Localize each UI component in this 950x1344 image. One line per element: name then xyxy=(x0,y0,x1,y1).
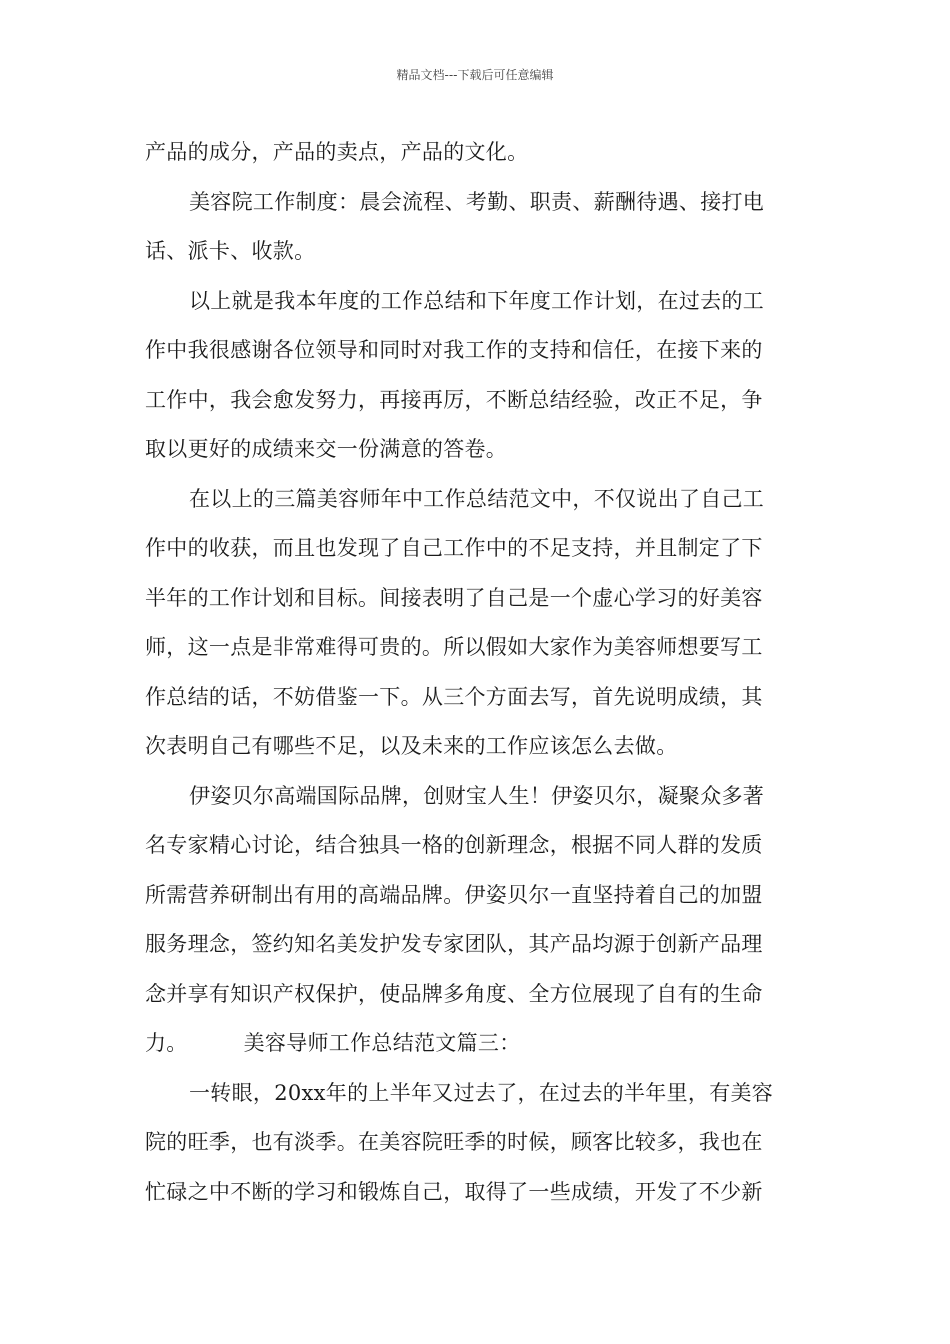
text-line: 作中我很感谢各位领导和同时对我工作的支持和信任，在接下来的 xyxy=(145,338,763,362)
text-line: 取以更好的成绩来交一份满意的答卷。 xyxy=(145,437,508,461)
text-fragment: 力。 xyxy=(145,1031,188,1055)
text-line: 美容院工作制度：晨会流程、考勤、职责、薪酬待遇、接打电 xyxy=(189,189,765,214)
text-line: 次表明自己有哪些不足，以及未来的工作应该怎么去做。 xyxy=(145,734,678,758)
text-line: 师，这一点是非常难得可贵的。所以假如大家作为美容师想要写工 xyxy=(145,635,763,659)
text-line: 忙碌之中不断的学习和锻炼自己，取得了一些成绩，开发了不少新 xyxy=(145,1179,763,1204)
text-line: 话、派卡、收款。 xyxy=(145,239,316,263)
section-heading: 美容导师工作总结范文篇三： xyxy=(243,1031,521,1055)
text-line: 念并享有知识产权保护，使品牌多角度、全方位展现了自有的生命 xyxy=(145,981,763,1006)
text-line: 以上就是我本年度的工作总结和下年度工作计划，在过去的工 xyxy=(189,288,765,313)
text-line: 作总结的话，不妨借鉴一下。从三个方面去写，首先说明成绩，其 xyxy=(145,684,763,709)
text-line: 院的旺季，也有淡季。在美容院旺季的时候，顾客比较多，我也在 xyxy=(145,1130,763,1154)
text-line: 一转眼，20xx年的上半年又过去了，在过去的半年里，有美容 xyxy=(189,1080,774,1105)
document-body xyxy=(145,128,807,1217)
text-line: 名专家精心讨论，结合独具一格的创新理念，根据不同人群的发质 xyxy=(145,833,763,857)
page-header: 精品文档---下载后可任意编辑 xyxy=(396,68,554,82)
paragraph-group xyxy=(145,1069,807,1218)
text-line-with-heading xyxy=(145,1019,807,1069)
paragraph-group xyxy=(145,128,807,1019)
text-line: 产品的成分，产品的卖点，产品的文化。 xyxy=(145,140,529,164)
text-line: 半年的工作计划和目标。间接表明了自己是一个虚心学习的好美容 xyxy=(145,585,763,610)
text-line: 服务理念，签约知名美发护发专家团队，其产品均源于创新产品理 xyxy=(145,932,763,956)
text-line: 在以上的三篇美容师年中工作总结范文中，不仅说出了自己工 xyxy=(189,486,765,511)
text-line: 工作中，我会愈发努力，再接再厉，不断总结经验，改正不足，争 xyxy=(145,387,763,412)
text-line: 所需营养研制出有用的高端品牌。伊姿贝尔一直坚持着自己的加盟 xyxy=(145,882,763,907)
text-line: 作中的收获，而且也发现了自己工作中的不足支持，并且制定了下 xyxy=(145,536,763,560)
text-line: 伊姿贝尔高端国际品牌，创财宝人生！伊姿贝尔，凝聚众多著 xyxy=(189,783,765,808)
